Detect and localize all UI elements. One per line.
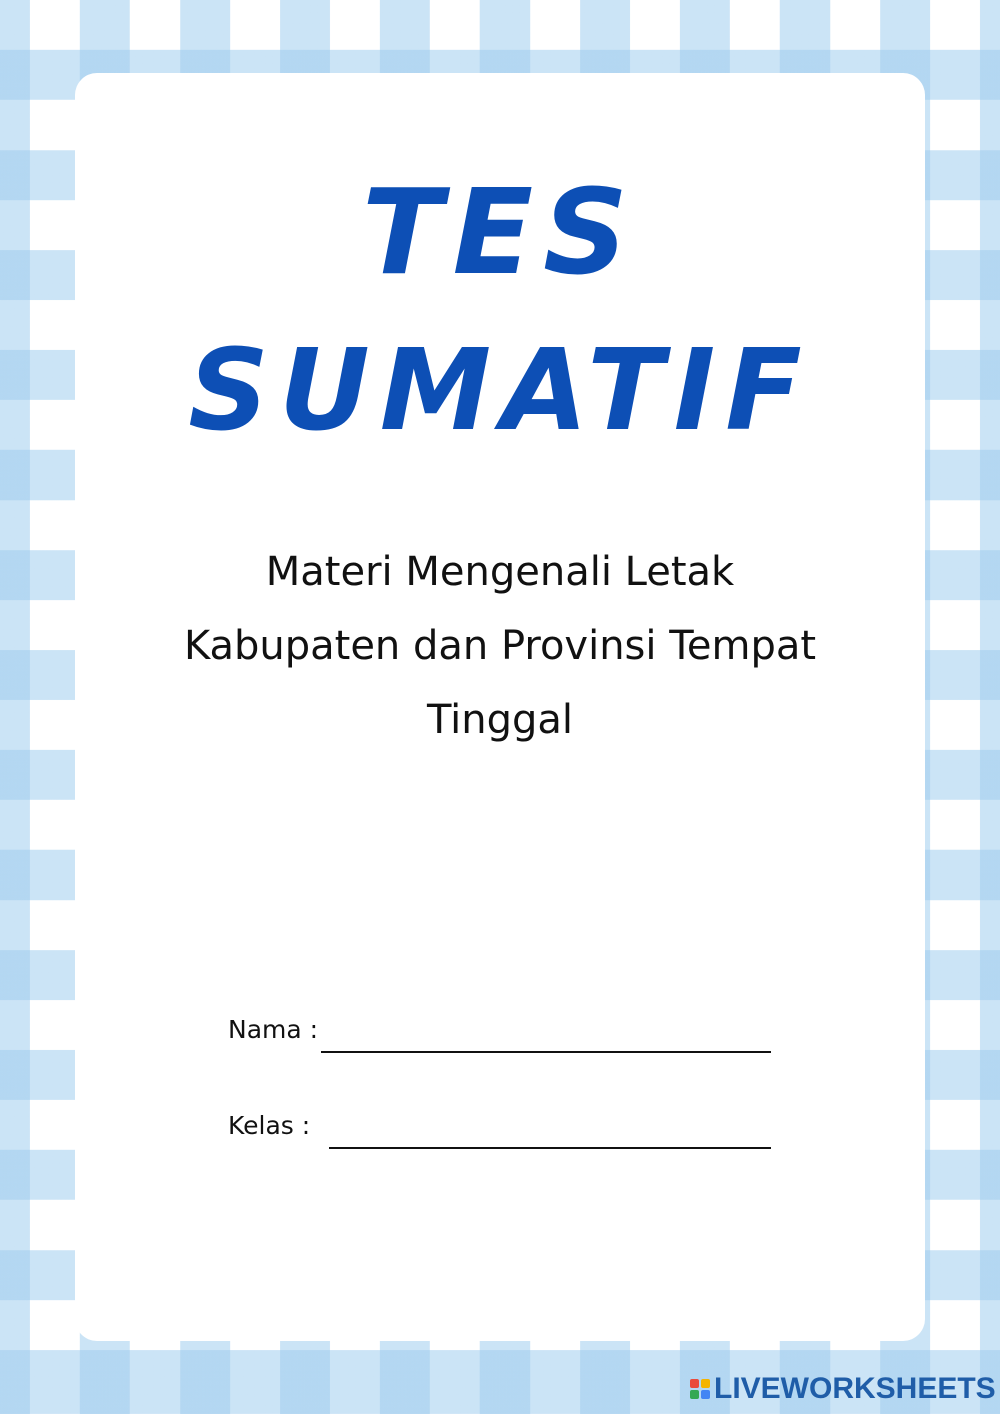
class-line[interactable] (329, 1147, 771, 1149)
title-line-1: TES (361, 163, 639, 301)
subtitle-line-2: Kabupaten dan Provinsi Tempat (183, 623, 817, 669)
watermark (690, 1374, 996, 1404)
watermark-text: LIVEWORKSHEETS (714, 1372, 996, 1405)
name-label: Nama : (228, 1015, 319, 1044)
worksheet-card (75, 73, 925, 1341)
title-line-2: SUMATIF (188, 326, 812, 456)
subtitle (150, 535, 850, 757)
liveworksheets-logo-icon (690, 1379, 710, 1399)
subtitle-line-1: Materi Mengenali Letak (265, 549, 735, 595)
class-label: Kelas : (228, 1111, 311, 1140)
name-line[interactable] (321, 1051, 771, 1053)
subtitle-line-3: Tinggal (426, 697, 574, 743)
